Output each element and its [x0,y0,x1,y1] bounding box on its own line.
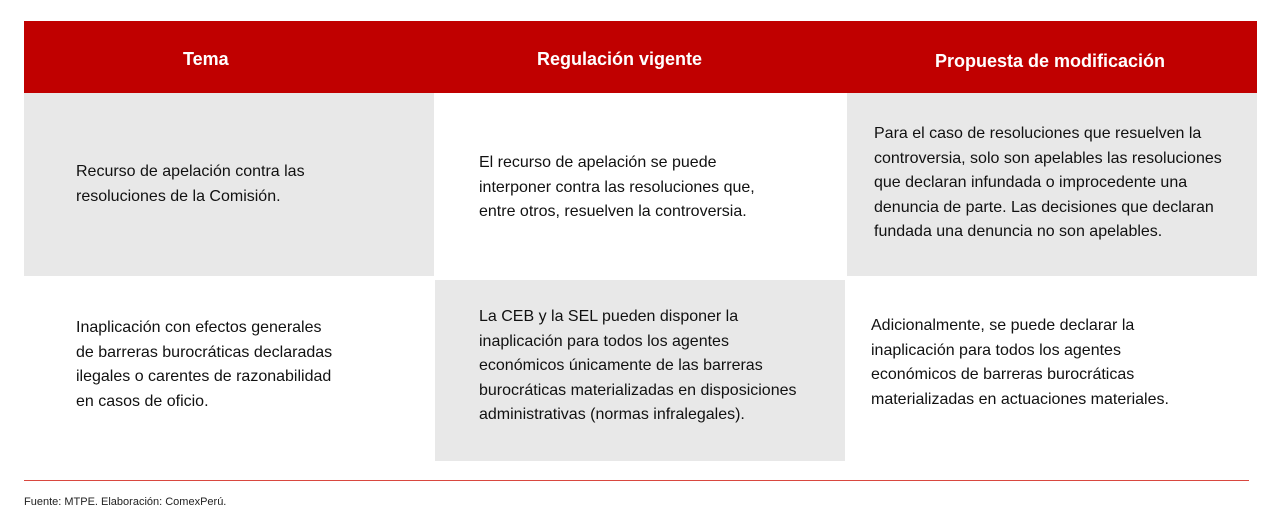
text-line: resoluciones de la Comisión. [76,187,281,205]
header-tema: Tema [183,49,229,69]
header-propuesta-de-modificacion: Propuesta de modificación [935,51,1166,71]
text-line: interponer contra las resoluciones que, [479,178,755,196]
text-line: fundada una denuncia no son apelables. [874,223,1163,240]
text-line: controversia, solo son apelables las resoluciones [874,149,1222,167]
text-line: Recurso de apelación contra las [76,163,305,180]
row1-propuesta-cell [874,122,1222,245]
text-line: económicos únicamente de las barreras [479,357,763,374]
text-line: Inaplicación con efectos generales [76,319,322,336]
source-note: Fuente: MTPE. Elaboración: ComexPerú. [24,496,227,508]
text-line: ilegales o carentes de razonabilidad [76,368,332,385]
row2-regulacion-cell [479,305,797,428]
text-line: inaplicación para todos los agentes [871,341,1121,359]
text-line: Para el caso de resoluciones que resuelven la [874,125,1202,142]
text-line: entre otros, resuelven la controversia. [479,203,747,220]
text-line: que declaran infundada o improcedente una [874,174,1188,191]
text-line: inaplicación para todos los agentes [479,332,729,350]
text-line: materializadas en actuaciones materiales. [871,390,1169,408]
text-line: denuncia de parte. Las decisiones que declaran [874,198,1214,216]
header-regulacion-vigente: Regulación vigente [537,49,703,69]
text-line: burocráticas materializadas en disposiciones [479,381,797,399]
text-line: de barreras burocráticas declaradas [76,343,333,361]
text-line: administrativas (normas infralegales). [479,406,745,423]
footer-divider [24,480,1249,481]
row2-propuesta-cell [871,314,1169,412]
text-line: La CEB y la SEL pueden disponer la [479,308,739,325]
row1-regulacion-cell [479,151,755,225]
row1-tema-cell [76,160,305,209]
text-line: en casos de oficio. [76,392,209,410]
text-line: económicos de barreras burocráticas [871,366,1135,383]
text-line: El recurso de apelación se puede [479,154,717,171]
row2-tema-cell [76,316,332,414]
text-line: Adicionalmente, se puede declarar la [871,317,1135,334]
